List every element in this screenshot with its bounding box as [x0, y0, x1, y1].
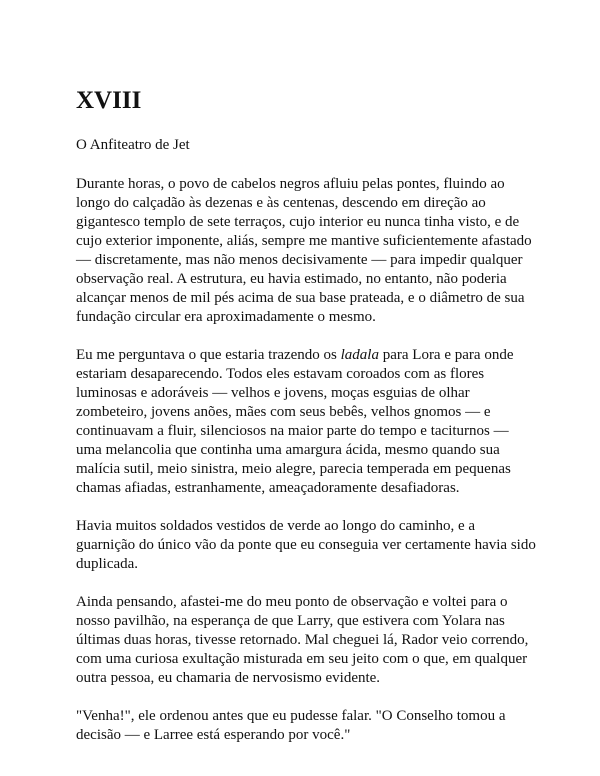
document-page: [76, 86, 536, 764]
chapter-title: O Anfiteatro de Jet: [76, 137, 190, 153]
paragraph-5: "Venha!", ele ordenou antes que eu pudesse falar. "O Conselho tomou a decisão — e Larree está esperando por você.": [76, 708, 506, 743]
paragraph-2-after: para Lora e para onde estariam desaparecendo. Todos eles estavam coroados com as flores luminosas e adoráveis — velhos e jovens, moças esguias de olhar zombeteiro, jovens anões, mães com seus bebês, velhos gnomos — e continuavam a fluir, silenciosos na maior parte do tempo e taciturnos — uma melancolia que continha uma amargura ácida, mesmo quando sua malícia sutil, meio sinistra, meio alegre, parecia temperada em pequenas chamas afiadas, estranhamente, ameaçadoramente desafiadoras.: [76, 347, 514, 496]
paragraph-2-emphasis: ladala: [340, 347, 379, 363]
chapter-number: XVIII: [76, 87, 142, 114]
paragraph-2-before: Eu me perguntava o que estaria trazendo os: [76, 347, 341, 363]
paragraph-2: [76, 346, 536, 498]
paragraph-1: Durante horas, o povo de cabelos negros afluiu pelas pontes, fluindo ao longo do calçadão às dezenas e às centenas, descendo em direção ao gigantesco templo de sete terraços, cujo interior eu nunca tinha visto, e de cujo exterior imponente, aliás, sempre me mantive suficientemente afastado — discretamente, mas não menos decisivamente — para impedir qualquer observação real. A estrutura, eu havia estimado, no entanto, não poderia alcançar menos de mil pés acima de sua base prateada, e o diâmetro de sua fundação circular era aproximadamente o mesmo.: [76, 176, 532, 325]
paragraph-3: Havia muitos soldados vestidos de verde ao longo do caminho, e a guarnição do único vão da ponte que eu conseguia ver certamente havia sido duplicada.: [76, 518, 536, 572]
paragraph-4: Ainda pensando, afastei-me do meu ponto de observação e voltei para o nosso pavilhão, na esperança de que Larry, que estivera com Yolara nas últimas duas horas, tivesse retornado. Mal cheguei lá, Rador veio correndo, com uma curiosa exultação misturada em seu jeito com o que, em qualquer outra pessoa, eu chamaria de nervosismo evidente.: [76, 594, 529, 686]
